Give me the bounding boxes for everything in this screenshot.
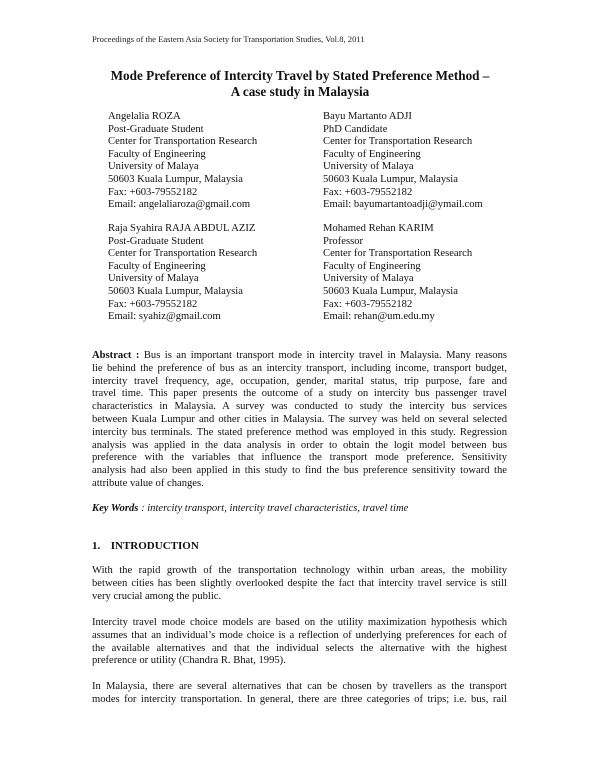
- author-detail: University of Malaya: [323, 273, 414, 285]
- title-line: A case study in Malaysia: [230, 83, 370, 99]
- author-block: [323, 223, 533, 324]
- author-detail: Faculty of Engineering: [108, 260, 206, 272]
- abstract-text: attribute value of changes.: [92, 477, 204, 489]
- author-detail: Professor: [323, 235, 364, 247]
- author-detail: University of Malaya: [108, 161, 199, 173]
- author-detail: Center for Transportation Research: [323, 248, 473, 260]
- abstract-text: Bus is an important transport mode in intercity travel in Malaysia. Many reasons: [143, 350, 507, 361]
- abstract-line: [92, 465, 507, 478]
- abstract-line: [92, 478, 507, 491]
- abstract-line: [92, 376, 507, 389]
- author-name: Mohamed Rehan KARIM: [323, 223, 434, 234]
- keywords-text: : intercity transport, intercity travel characteristics, travel time: [141, 503, 409, 514]
- abstract-line: [92, 388, 507, 401]
- author-name: Raja Syahira RAJA ABDUL AZIZ: [108, 223, 256, 234]
- abstract-line: [92, 452, 507, 465]
- title-line: Mode Preference of Intercity Travel by Stated Preference Method –: [110, 68, 490, 83]
- abstract-text: travel time. This paper presents the outcome of a study on intercity bus passenger travel: [92, 388, 507, 400]
- paragraph-line: very crucial among the public.: [92, 590, 222, 602]
- section-title: INTRODUCTION: [110, 540, 199, 552]
- abstract-text: intercity travel frequency, age, occupation, gender, marital status, trip purpose, fare and: [92, 375, 507, 387]
- paragraph-line: In Malaysia, there are several alternatives that can be chosen by travellers as the transport: [92, 681, 507, 692]
- abstract-line: [92, 427, 507, 440]
- author-detail: PhD Candidate: [323, 123, 388, 135]
- author-detail: 50603 Kuala Lumpur, Malaysia: [108, 173, 243, 185]
- author-name: Angelalia ROZA: [108, 111, 181, 122]
- author-detail: Email: bayumartantoadji@ymail.com: [323, 199, 483, 211]
- keywords-label: Key Words: [92, 503, 139, 514]
- author-detail: 50603 Kuala Lumpur, Malaysia: [323, 285, 458, 297]
- author-detail: Fax: +603-79552182: [323, 186, 413, 198]
- author-detail: Faculty of Engineering: [108, 148, 206, 160]
- author-detail: 50603 Kuala Lumpur, Malaysia: [323, 173, 458, 185]
- author-detail: Fax: +603-79552182: [108, 186, 198, 198]
- author-detail: Faculty of Engineering: [323, 260, 421, 272]
- author-detail: Post-Graduate Student: [108, 235, 204, 247]
- abstract-text: between Kuala Lumpur and other cities in Malaysia. The survey was held on several selected: [92, 413, 507, 425]
- author-detail: Email: syahiz@gmail.com: [108, 311, 221, 323]
- author-detail: Center for Transportation Research: [108, 136, 258, 148]
- abstract-line: [92, 350, 507, 363]
- author-detail: Center for Transportation Research: [323, 136, 473, 148]
- paragraph-line: assumes that an individual’s mode choice is a reflection of underlying preferences for each of: [92, 629, 507, 641]
- author-block: [323, 111, 533, 212]
- paragraph-line: between cities has been slightly overlooked despite the fact that intercity travel service is still: [92, 577, 507, 589]
- author-block: [108, 111, 318, 212]
- section-number: 1.: [92, 540, 101, 552]
- abstract-line: [92, 414, 507, 427]
- abstract-text: analysis had also been applied in this study to find the bus preference sensitivity toward the: [92, 465, 507, 477]
- section-heading: [92, 540, 199, 552]
- abstract-label: Abstract :: [92, 350, 140, 361]
- keywords: [92, 503, 507, 514]
- abstract-text: analysis was applied in the data analysis in order to obtain the logit model between bus: [92, 439, 507, 451]
- author-detail: University of Malaya: [323, 161, 414, 173]
- author-detail: 50603 Kuala Lumpur, Malaysia: [108, 285, 243, 297]
- running-header: Proceedings of the Eastern Asia Society for Transportation Studies, Vol.8, 2011: [92, 34, 365, 44]
- abstract-line: [92, 440, 507, 453]
- abstract-text: preference with the variables that influence the transport mode preference. Sensitivity: [92, 452, 507, 464]
- author-detail: Email: rehan@um.edu.my: [323, 311, 435, 323]
- author-detail: Fax: +603-79552182: [323, 298, 413, 310]
- abstract-line: [92, 363, 507, 376]
- author-name: Bayu Martanto ADJI: [323, 111, 412, 122]
- author-detail: University of Malaya: [108, 273, 199, 285]
- author-detail: Fax: +603-79552182: [108, 298, 198, 310]
- paragraph-line: Intercity travel mode choice models are based on the utility maximization hypothesis which: [92, 617, 507, 628]
- paragraph: [92, 565, 507, 603]
- author-detail: Post-Graduate Student: [108, 123, 204, 135]
- paragraph-line: modes for intercity transportation. In general, there are three categories of trips; i.e. bus, rail: [92, 693, 507, 705]
- abstract-text: lie behind the preference of bus as an intercity transport, including income, transport budget,: [92, 362, 507, 374]
- abstract-text: intercity bus terminals. The stated preference method was employed in this study. Regression: [92, 426, 507, 438]
- paragraph: [92, 617, 507, 668]
- abstract-line: [92, 401, 507, 414]
- paragraph-line: preference or utility (Chandra R. Bhat, 1995).: [92, 655, 286, 667]
- paper-title: [80, 68, 520, 99]
- author-detail: Faculty of Engineering: [323, 148, 421, 160]
- paragraph-line: the available alternatives and that the individual selects the alternative with the highest: [92, 642, 507, 654]
- author-detail: Center for Transportation Research: [108, 248, 258, 260]
- author-block: [108, 223, 318, 324]
- paragraph: [92, 681, 507, 707]
- abstract-text: characteristics in Malaysia. A survey was conducted to study the intercity bus services: [92, 401, 507, 413]
- abstract: [92, 350, 507, 491]
- author-detail: Email: angelaliaroza@gmail.com: [108, 199, 251, 211]
- paragraph-line: With the rapid growth of the transportation technology within urban areas, the mobility: [92, 565, 507, 576]
